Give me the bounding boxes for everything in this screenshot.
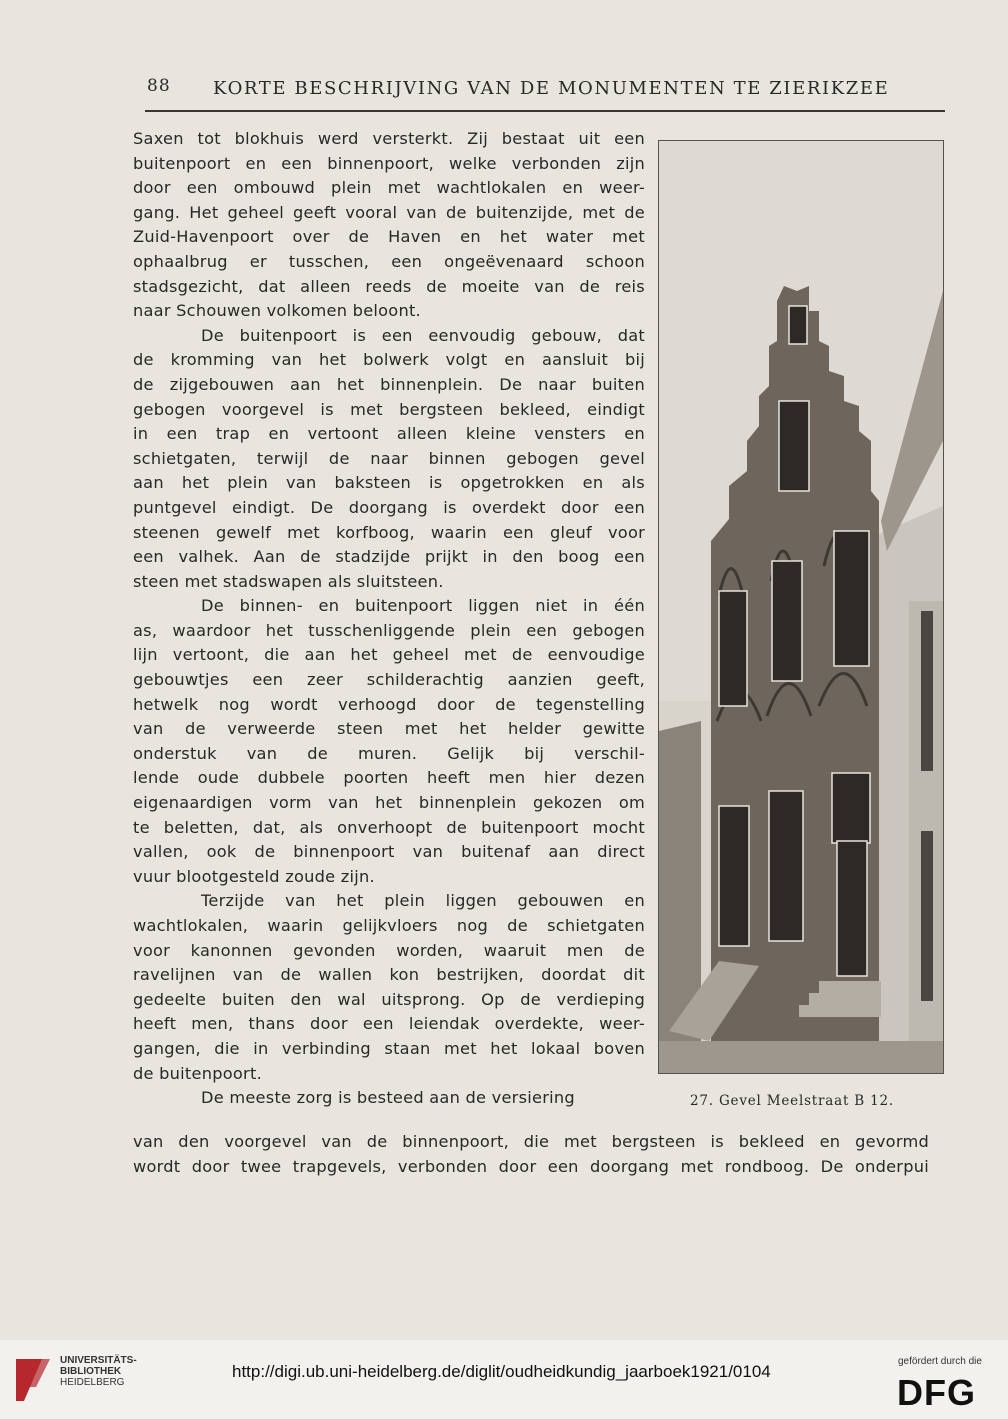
text-full-width xyxy=(133,1130,929,1179)
page-number: 88 xyxy=(147,76,171,96)
text-line: vuur blootgesteld zoude zijn. xyxy=(133,866,375,886)
text-line: hetwelk nog wordt verhoogd door de tegenstelling xyxy=(133,694,645,714)
text-line: wachtlokalen, waarin gelijkvloers nog de schietgaten xyxy=(133,916,645,935)
university-library-icon xyxy=(12,1357,52,1403)
library-line-2: BIBLIOTHEK xyxy=(60,1366,122,1377)
text-line: een valhek. Aan de stadzijde prijkt in den boog een xyxy=(133,547,645,567)
text-line: onderstuk van de muren. Gelijk bij verschil- xyxy=(133,743,645,763)
text-line: buitenpoort en een binnenpoort, welke verbonden zijn xyxy=(133,153,645,173)
text-line: De meeste zorg is besteed aan de versiering xyxy=(201,1088,575,1108)
page-header xyxy=(145,70,945,100)
text-line: heeft men, thans door een leiendak overdekte, weer- xyxy=(133,1014,645,1034)
library-line-1: UNIVERSITÄTS- xyxy=(60,1355,137,1366)
text-line: voor kanonnen gevonden worden, waaruit men de xyxy=(133,940,645,960)
text-line: de kromming van het bolwerk volgt en aansluit bij xyxy=(133,350,645,370)
text-line: gangen, die in verbinding staan met het lokaal boven xyxy=(133,1038,645,1058)
text-line: aan het plein van baksteen is opgetrokken en als xyxy=(133,473,645,493)
text-line: ravelijnen van de wallen kon bestrijken, doordat dit xyxy=(133,965,645,985)
text-line: as, waardoor het tusschenliggende plein een gebogen xyxy=(133,620,645,640)
figure-caption: 27. Gevel Meelstraat B 12. xyxy=(690,1093,894,1109)
text-line: De binnen- en buitenpoort liggen niet in één xyxy=(201,596,645,616)
funder-note: gefördert durch die xyxy=(898,1356,982,1367)
text-line: wordt door twee trapgevels, verbonden door een doorgang met rondboog. De onderpui xyxy=(133,1156,929,1176)
text-line: Saxen tot blokhuis werd versterkt. Zij bestaat uit een xyxy=(133,129,645,148)
header-rule xyxy=(145,110,945,112)
library-logo[interactable] xyxy=(12,1355,182,1405)
text-line: van den voorgevel van de binnenpoort, die met bergsteen is bekleed en gevormd xyxy=(133,1132,929,1151)
text-line: vallen, ook de binnenpoort van buitenaf aan direct xyxy=(133,842,645,862)
text-line: steenen gewelf met korfboog, waarin een gleuf voor xyxy=(133,522,645,542)
text-line: gebouwtjes een zeer schilderachtig aanzien geeft, xyxy=(133,670,645,690)
text-line: steen met stadswapen als sluitsteen. xyxy=(133,571,444,591)
text-line: Terzijde van het plein liggen gebouwen en xyxy=(201,891,645,911)
text-line: de buitenpoort. xyxy=(133,1063,262,1083)
text-line: lende oude dubbele poorten heeft men hier dezen xyxy=(133,768,645,788)
figure-photo xyxy=(658,140,944,1074)
text-line: lijn vertoont, die aan het geheel met de eenvoudige xyxy=(133,645,645,665)
running-title: KORTE BESCHRIJVING VAN DE MONUMENTEN TE ZIERIKZEE xyxy=(213,78,890,99)
text-line: de zijgebouwen aan het binnenplein. De naar buiten xyxy=(133,374,645,394)
text-line: gedeelte buiten den wal uitsprong. Op de verdieping xyxy=(133,989,645,1009)
library-line-3: HEIDELBERG xyxy=(60,1377,125,1388)
text-line: puntgevel eindigt. De doorgang is overdekt door een xyxy=(133,497,645,517)
text-line: naar Schouwen volkomen beloont. xyxy=(133,301,421,321)
text-line: eigenaardigen vorm van het binnenplein gekozen om xyxy=(133,793,645,813)
text-line: in een trap en vertoont alleen kleine vensters en xyxy=(133,424,645,444)
text-line: van de verweerde steen met het helder gewitte xyxy=(133,719,645,739)
text-line: Zuid-Havenpoort over de Haven en het water met xyxy=(133,227,645,247)
gable-facade-illustration xyxy=(659,141,943,1073)
text-line: schietgaten, terwijl de naar binnen gebogen gevel xyxy=(133,448,645,468)
dfg-logo[interactable]: DFG xyxy=(897,1372,976,1413)
text-line: stadsgezicht, dat alleen reeds de moeite van de reis xyxy=(133,276,645,296)
text-line: ophaalbrug er tusschen, een ongeëvenaard schoon xyxy=(133,251,645,271)
permalink-url[interactable]: http://digi.ub.uni-heidelberg.de/diglit/oudheidkundig_jaarboek1921/0104 xyxy=(232,1362,771,1381)
text-line: gang. Het geheel geeft vooral van de buitenzijde, met de xyxy=(133,202,645,222)
text-line: De buitenpoort is een eenvoudig gebouw, dat xyxy=(201,325,645,345)
text-line: door een ombouwd plein met wachtlokalen en weer- xyxy=(133,178,645,198)
text-column xyxy=(133,127,645,1111)
text-line: te beletten, dat, als onverhoopt de buitenpoort mocht xyxy=(133,817,645,837)
text-line: gebogen voorgevel is met bergsteen bekleed, eindigt xyxy=(133,399,645,419)
